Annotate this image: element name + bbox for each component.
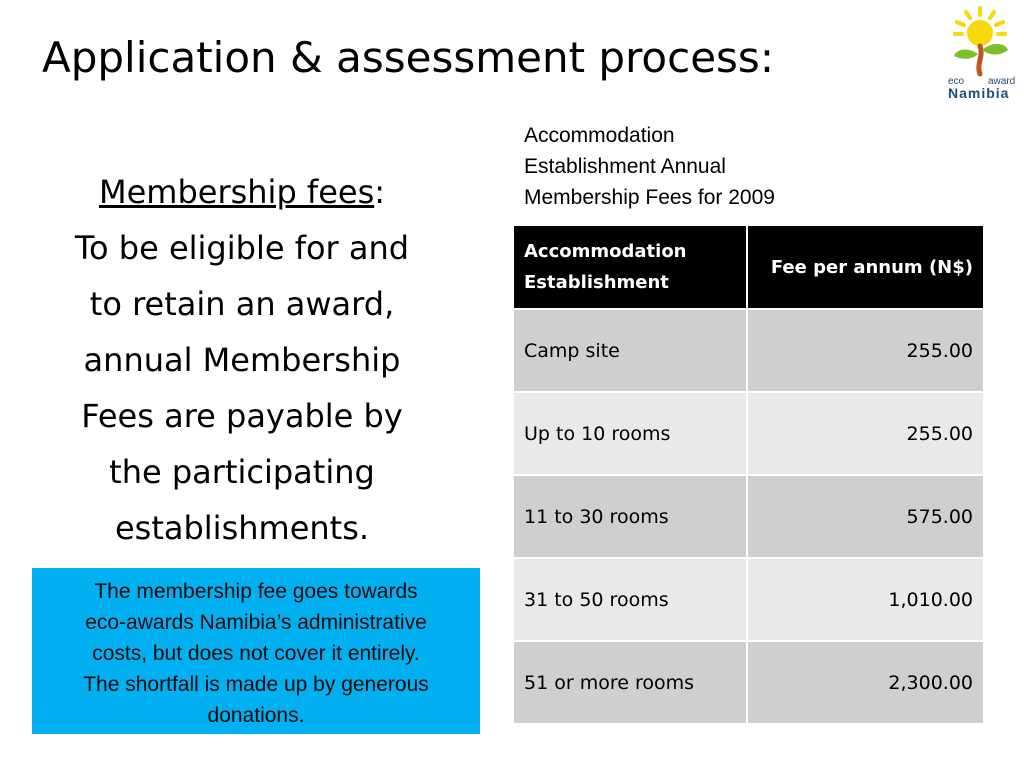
logo-eco-text: eco [948, 76, 965, 87]
logo-award-text: award [988, 76, 1016, 87]
left-text-line-6: establishments. [114, 509, 370, 547]
membership-fees-text [40, 164, 444, 556]
info-box-line-1: The membership fee goes towards [94, 580, 418, 603]
info-box [32, 568, 480, 734]
membership-fee-table [512, 224, 985, 725]
table-row [513, 558, 984, 641]
info-box-line-4: The shortfall is made up by generous [83, 673, 429, 696]
sun-disc [967, 20, 993, 46]
left-text-line-3: annual Membership [83, 341, 401, 379]
membership-fees-heading-line [40, 164, 444, 220]
row-type-cell: 31 to 50 rooms [513, 558, 747, 641]
plant-stem [979, 46, 981, 74]
table-header-row [513, 225, 984, 309]
row-fee-cell: 255.00 [747, 392, 984, 475]
left-text-line-1: To be eligible for and [74, 229, 410, 267]
eco-awards-namibia-logo [940, 6, 1024, 101]
row-type-cell: 11 to 30 rooms [513, 475, 747, 558]
header-accommodation-establishment [513, 225, 747, 309]
table-caption [524, 120, 844, 213]
header-type-line-1: Accommodation [524, 241, 687, 262]
right-leaf [982, 44, 1008, 55]
table-caption-line-2: Establishment Annual [524, 155, 726, 178]
row-type-cell: 51 or more rooms [513, 641, 747, 724]
row-fee-cell: 1,010.00 [747, 558, 984, 641]
header-type-line-2: Establishment [524, 272, 669, 293]
row-type-cell: Camp site [513, 309, 747, 392]
table-caption-line-1: Accommodation [524, 124, 675, 147]
left-text-line-4: Fees are payable by [81, 397, 403, 435]
table-row [513, 392, 984, 475]
heading-colon: : [374, 173, 386, 211]
left-text-line-2: to retain an award, [89, 285, 395, 323]
left-text-line-5: the participating [109, 453, 375, 491]
header-fee-per-annum: Fee per annum (N$) [747, 225, 984, 309]
info-box-line-2: eco-awards Namibia’s administrative [85, 611, 427, 634]
table-caption-line-3: Membership Fees for 2009 [524, 186, 775, 209]
left-leaf [954, 50, 978, 59]
row-fee-cell: 255.00 [747, 309, 984, 392]
table-row [513, 475, 984, 558]
row-fee-cell: 2,300.00 [747, 641, 984, 724]
row-fee-cell: 575.00 [747, 475, 984, 558]
table-row [513, 309, 984, 392]
slide-title: Application & assessment process: [42, 33, 774, 82]
table-row [513, 641, 984, 724]
logo-namibia-text: Namibia [948, 85, 1010, 101]
info-box-line-3: costs, but does not cover it entirely. [92, 642, 420, 665]
info-box-line-5: donations. [207, 704, 305, 727]
row-type-cell: Up to 10 rooms [513, 392, 747, 475]
membership-fees-heading: Membership fees [98, 173, 375, 211]
